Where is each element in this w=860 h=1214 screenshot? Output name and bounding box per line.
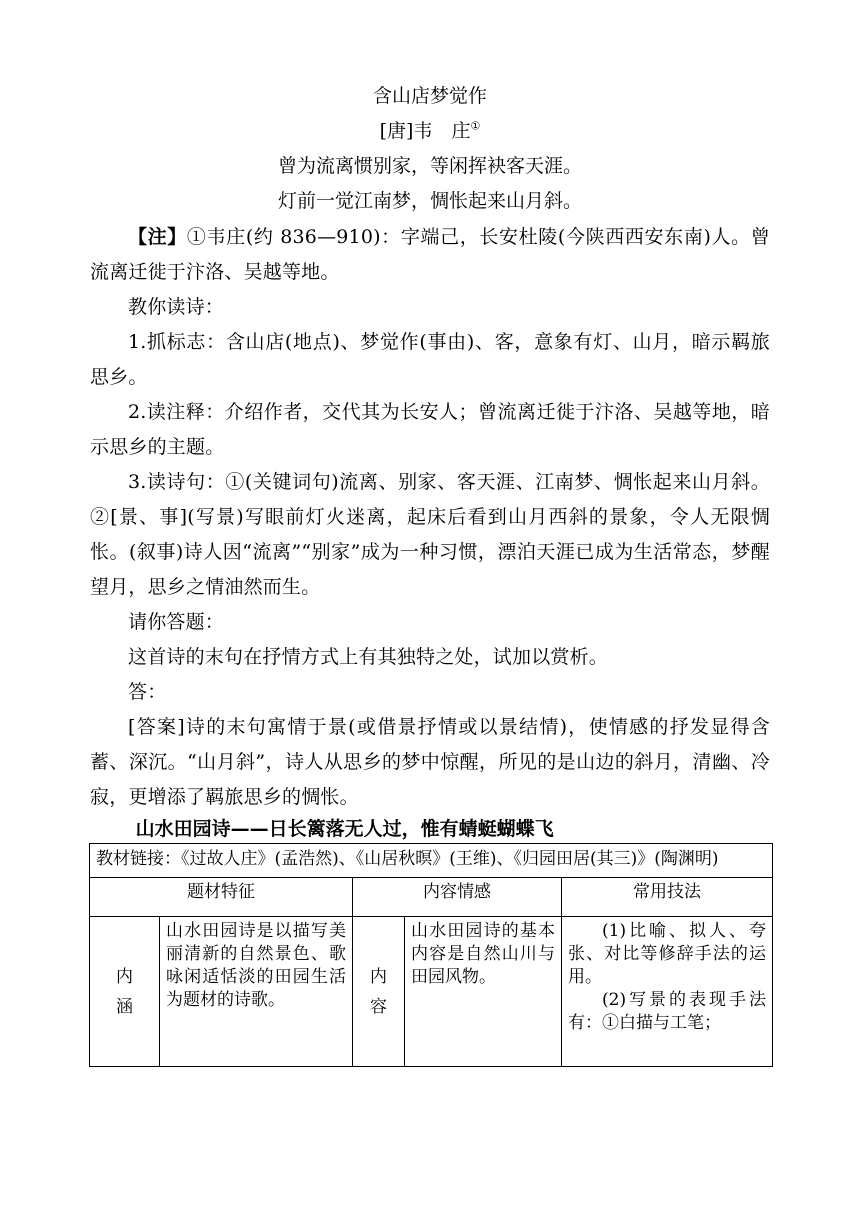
technique-item-1: (1)比喻、拟人、夸张、对比等修辞手法的运用。 bbox=[568, 921, 767, 987]
guide-item-1: 1.抓标志：含山店(地点)、梦觉作(事由)、客，意象有灯、山月，暗示羁旅思乡。 bbox=[90, 331, 770, 388]
textbook-link: 教材链接：《过故人庄》(孟浩然)、《山居秋暝》(王维)、《归园田居(其三)》(陶渊明) bbox=[90, 844, 773, 878]
table-header-row bbox=[90, 878, 773, 917]
note-text: ①韦庄(约 836—910)：字端己，长安杜陵(今陕西西安东南)人。曾流离迁徙于汴洛、吴越等地。 bbox=[90, 226, 770, 283]
header-theme: 题材特征 bbox=[90, 878, 353, 917]
technique-cell bbox=[562, 917, 773, 1067]
note-paragraph bbox=[90, 220, 770, 290]
question-heading: 请你答题： bbox=[128, 611, 225, 633]
technique-item-2: (2)写景的表现手法有：①白描与工笔； bbox=[568, 990, 767, 1033]
genre-table bbox=[89, 843, 773, 1067]
poem-line-1: 曾为流离惯别家，等闲挥袂客天涯。 bbox=[277, 155, 582, 177]
table-link-row bbox=[90, 844, 773, 878]
content-cell: 山水田园诗的基本内容是自然山川与田园风物。 bbox=[405, 917, 562, 1067]
header-content: 内容情感 bbox=[353, 878, 562, 917]
header-technique: 常用技法 bbox=[562, 878, 773, 917]
section-title: 山水田园诗——日长篱落无人过，惟有蜻蜓蝴蝶飞 bbox=[135, 818, 554, 840]
answer-label: 答： bbox=[128, 681, 167, 703]
poem-title: 含山店梦觉作 bbox=[372, 85, 487, 107]
guide-item-3: 3.读诗句：①(关键词句)流离、别家、客天涯、江南梦、惆怅起来山月斜。②[景、事](写景)写眼前灯火迷离，起床后看到山月西斜的景象，令人无限惆怅。(叙事)诗人因“流离”“别家”成为一种习惯，漂泊天涯已成为生活常态，梦醒望月，思乡之情油然而生。 bbox=[90, 471, 770, 598]
guide-heading: 教你读诗： bbox=[128, 296, 225, 318]
table-row bbox=[90, 917, 773, 1067]
poem-line-2: 灯前一觉江南梦，惆怅起来山月斜。 bbox=[277, 190, 582, 212]
connotation-cell: 山水田园诗是以描写美丽清新的自然景色、歌咏闲适恬淡的田园生活为题材的诗歌。 bbox=[160, 917, 353, 1067]
author-note-mark: ① bbox=[470, 119, 481, 133]
author-name: [唐]韦 庄 bbox=[379, 120, 471, 142]
poem-author bbox=[90, 117, 770, 145]
question-text: 这首诗的末句在抒情方式上有其独特之处，试加以赏析。 bbox=[128, 646, 609, 668]
side-label-connotation: 内涵 bbox=[90, 917, 160, 1067]
side-label-content: 内容 bbox=[353, 917, 405, 1067]
answer-text: [答案]诗的末句寓情于景(或借景抒情或以景结情)，使情感的抒发显得含蓄、深沉。“山月斜”，诗人从思乡的梦中惊醒，所见的是山边的斜月，清幽、冷寂，更增添了羁旅思乡的惆怅。 bbox=[90, 716, 770, 808]
guide-item-2: 2.读注释：介绍作者，交代其为长安人；曾流离迁徙于汴洛、吴越等地，暗示思乡的主题。 bbox=[90, 401, 770, 458]
note-label: 【注】 bbox=[128, 226, 187, 248]
